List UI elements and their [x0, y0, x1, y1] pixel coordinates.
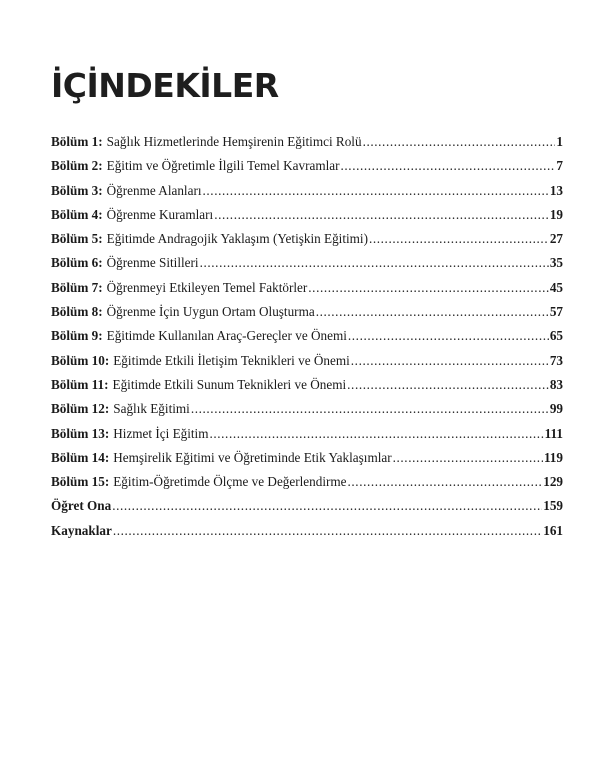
dot-leader [203, 183, 549, 199]
table-of-contents [51, 134, 563, 547]
entry-title: Öğrenmeyi Etkileyen Temel Faktörler [106, 279, 308, 295]
entry-label: Bölüm 13: [51, 425, 110, 441]
entry-title: Eğitimde Etkili İletişim Teknikleri ve Önemi [113, 352, 350, 368]
entry-page-number: 27 [549, 231, 563, 247]
entry-label: Bölüm 11: [51, 376, 109, 392]
toc-entry[interactable] [51, 158, 563, 182]
dot-leader [351, 353, 549, 369]
entry-page-number: 19 [549, 206, 563, 222]
toc-entry[interactable] [51, 377, 563, 401]
toc-entry[interactable] [51, 401, 563, 425]
entry-title: Sağlık Hizmetlerinde Hemşirenin Eğitimci Rolü [106, 134, 362, 149]
entry-label: Öğret Ona [51, 498, 112, 514]
entry-label: Bölüm 14: [51, 449, 110, 465]
toc-entry[interactable] [51, 328, 563, 352]
toc-entry[interactable] [51, 353, 563, 377]
entry-label: Bölüm 9: [51, 328, 103, 344]
entry-page-number: 159 [543, 498, 563, 514]
entry-label: Bölüm 2: [51, 158, 103, 174]
dot-leader [341, 158, 556, 174]
toc-entry[interactable] [51, 474, 563, 498]
dot-leader [347, 377, 549, 393]
entry-title: Öğrenme Sitilleri [106, 255, 199, 271]
entry-page-number: 65 [549, 328, 563, 344]
entry-page-number: 129 [543, 474, 563, 490]
dot-leader [348, 474, 543, 490]
entry-label: Bölüm 6: [51, 255, 103, 271]
entry-title: Eğitimde Kullanılan Araç-Gereçler ve Önemi [106, 328, 347, 344]
toc-entry[interactable] [51, 255, 563, 279]
dot-leader [112, 498, 542, 514]
entry-label: Bölüm 10: [51, 352, 110, 368]
entry-page-number: 73 [549, 352, 563, 368]
dot-leader [308, 280, 549, 296]
entry-page-number: 7 [556, 158, 563, 174]
entry-title: Öğrenme Kuramları [106, 206, 214, 222]
toc-entry[interactable] [51, 450, 563, 474]
entry-page-number: 45 [549, 279, 563, 295]
entry-label: Bölüm 5: [51, 231, 103, 247]
dot-leader [363, 134, 556, 150]
entry-page-number: 1 [556, 134, 563, 149]
dot-leader [191, 401, 549, 417]
entry-page-number: 111 [544, 425, 563, 441]
dot-leader [214, 207, 549, 223]
entry-page-number: 13 [549, 182, 563, 198]
toc-entry[interactable] [51, 134, 563, 158]
dot-leader [113, 523, 542, 539]
dot-leader [200, 255, 549, 271]
entry-label: Bölüm 4: [51, 206, 103, 222]
entry-label: Bölüm 3: [51, 182, 103, 198]
entry-title: Öğrenme İçin Uygun Ortam Oluşturma [106, 304, 315, 320]
entry-label: Bölüm 8: [51, 304, 103, 320]
toc-entry[interactable] [51, 304, 563, 328]
entry-label: Bölüm 15: [51, 474, 110, 490]
toc-entry[interactable] [51, 523, 563, 547]
toc-entry[interactable] [51, 280, 563, 304]
entry-title: Öğrenme Alanları [106, 182, 202, 198]
entry-page-number: 83 [549, 376, 563, 392]
entry-label: Bölüm 12: [51, 401, 110, 417]
dot-leader [369, 231, 549, 247]
entry-title: Hemşirelik Eğitimi ve Öğretiminde Etik Yaklaşımlar [113, 449, 392, 465]
entry-title: Hizmet İçi Eğitim [113, 425, 209, 441]
toc-entry[interactable] [51, 231, 563, 255]
entry-page-number: 99 [549, 401, 563, 417]
entry-label: Bölüm 7: [51, 279, 103, 295]
page-title: İÇİNDEKİLER [51, 66, 279, 105]
toc-entry[interactable] [51, 183, 563, 207]
entry-page-number: 57 [549, 304, 563, 320]
toc-entry[interactable] [51, 426, 563, 450]
dot-leader [316, 304, 549, 320]
entry-title: Eğitimde Etkili Sunum Teknikleri ve Önemi [112, 376, 347, 392]
entry-page-number: 119 [543, 449, 563, 465]
entry-title: Eğitim ve Öğretimle İlgili Temel Kavramlar [106, 158, 340, 174]
entry-title: Eğitimde Andragojik Yaklaşım (Yetişkin Eğitimi) [106, 231, 368, 247]
entry-page-number: 161 [543, 522, 563, 538]
dot-leader [209, 426, 543, 442]
entry-title: Eğitim-Öğretimde Ölçme ve Değerlendirme [113, 474, 347, 490]
dot-leader [348, 328, 549, 344]
entry-page-number: 35 [549, 255, 563, 271]
dot-leader [393, 450, 543, 466]
entry-title: Sağlık Eğitimi [113, 401, 190, 417]
entry-label: Kaynaklar [51, 522, 112, 538]
toc-entry[interactable] [51, 498, 563, 522]
entry-label: Bölüm 1: [51, 134, 103, 149]
toc-entry[interactable] [51, 207, 563, 231]
